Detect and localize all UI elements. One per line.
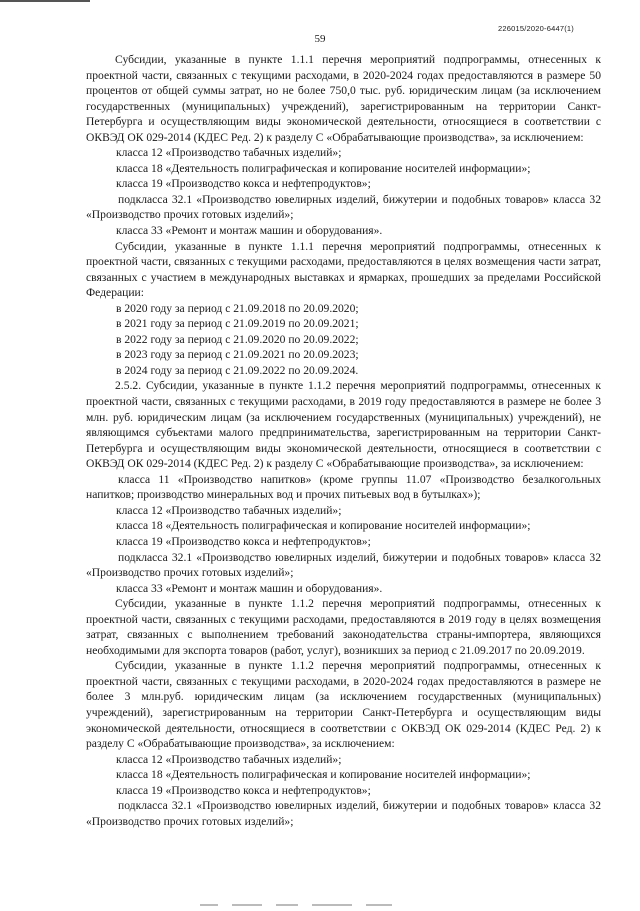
- exclusion-item: класса 12 «Производство табачных изделий»;: [116, 503, 342, 517]
- paragraph-2-5-2: 2.5.2. Субсидии, указанные в пункте 1.1.2 перечня мероприятий подпрограммы, отнесенных к проектной части, связанных с текущими расходами, в 2019 году предоставляются в размере не более 3 млн. руб. юридическим лицам (за исключением государственных (муниципальных) учреждений), не являющимся субъектами малого предпринимательства, зарегистрированным на территории Санкт-Петербурга и осуществляющим виды экономической деятельности, относящиеся в соответствии с ОКВЭД ОК 029-2014 (КДЕС Ред. 2) к разделу С «Обрабатывающие производства», за исключением:: [86, 379, 601, 471]
- exclusion-item: класса 33 «Ремонт и монтаж машин и оборудования».: [116, 581, 383, 595]
- exclusion-item: подкласса 32.1 «Производство ювелирных изделий, бижутерии и подобных товаров» класса 32 «Производство прочих готовых изделий»;: [86, 799, 601, 828]
- exclusion-item: класса 19 «Производство кокса и нефтепродуктов»;: [116, 783, 371, 797]
- paragraph-subsidy-1-1-1-exhibitions: Субсидии, указанные в пункте 1.1.1 перечня мероприятий подпрограммы, отнесенных к проектной части, связанных с текущими расходами, предоставляются в целях возмещения части затрат, связанных с участием в международных выставках и ярмарках, прошедших за пределами Российской Федерации:: [86, 239, 601, 300]
- document-body: [86, 52, 601, 829]
- paragraph-subsidy-1-1-2-import: Субсидии, указанные в пункте 1.1.2 перечня мероприятий подпрограммы, отнесенных к проектной части, связанных с текущими расходами, предоставляются в 2019 году в целях возмещения затрат, связанных с выполнением требований законодательства страны-импортера, являющихся необходимыми для экспорта товаров (работ, услуг), возникших за период с 21.09.2017 по 20.09.2019.: [86, 597, 601, 657]
- exclusion-item: класса 18 «Деятельность полиграфическая и копирование носителей информации»;: [116, 519, 531, 533]
- exclusion-item: подкласса 32.1 «Производство ювелирных изделий, бижутерии и подобных товаров» класса 32 «Производство прочих готовых изделий»;: [86, 550, 601, 580]
- exclusion-item: класса 18 «Деятельность полиграфическая и копирование носителей информации»;: [116, 768, 531, 782]
- paragraph-subsidy-1-1-1-amount: Субсидии, указанные в пункте 1.1.1 перечня мероприятий подпрограммы, отнесенных к проектной части, связанных с текущими расходами, в 2020-2024 годах предоставляются в размере 50 процентов от общей суммы затрат, но не более 750,0 тыс. руб. юридическим лицам (за исключением государственных (муниципальных) учреждений), зарегистрированным на территории Санкт-Петербурга и осуществляющим виды экономической деятельности, относящиеся в соответствии с ОКВЭД ОК 029-2014 (КДЕС Ред. 2) к разделу С «Обрабатывающие производства», за исключением:: [86, 53, 601, 144]
- period-item: в 2021 году за период с 21.09.2019 по 20.09.2021;: [116, 317, 359, 331]
- exclusion-item: класса 18 «Деятельность полиграфическая и копирование носителей информации»;: [116, 161, 531, 175]
- exclusion-item: класса 19 «Производство кокса и нефтепродуктов»;: [116, 177, 371, 191]
- exclusion-item: класса 12 «Производство табачных изделий»;: [116, 752, 342, 766]
- top-edge-line: [0, 0, 90, 2]
- exclusion-item: класса 19 «Производство кокса и нефтепродуктов»;: [116, 534, 371, 548]
- period-item: в 2020 году за период с 21.09.2018 по 20.09.2020;: [116, 301, 359, 315]
- exclusion-item: класса 12 «Производство табачных изделий»;: [116, 146, 342, 160]
- paragraph-subsidy-1-1-2-2020-2024: Субсидии, указанные в пункте 1.1.2 перечня мероприятий подпрограммы, отнесенных к проектной части, связанных с текущими расходами, в 2020-2024 годах предоставляются в размере не более 3 млн.руб. юридическим лицам (за исключением государственных (муниципальных) учреждений), зарегистрированным на территории Санкт-Петербурга и осуществляющим виды экономической деятельности, относящиеся в соответствии с ОКВЭД ОК 029-2014 (КДЕС Ред. 2) к разделу С «Обрабатывающие производства», за исключением:: [86, 659, 601, 751]
- period-item: в 2023 году за период с 21.09.2021 по 20.09.2023;: [116, 348, 359, 362]
- scan-artifact-marks: [200, 893, 440, 896]
- exclusion-item: подкласса 32.1 «Производство ювелирных изделий, бижутерии и подобных товаров» класса 32 «Производство прочих готовых изделий»;: [86, 192, 601, 222]
- document-number: 226015/2020-6447(1): [498, 24, 574, 33]
- period-item: в 2024 году за период с 21.09.2022 по 20.09.2024.: [116, 363, 359, 377]
- period-item: в 2022 году за период с 21.09.2020 по 20.09.2022;: [116, 332, 359, 346]
- exclusion-item: класса 11 «Производство напитков» (кроме группы 11.07 «Производство безалкогольных напитков; производство минеральных вод и прочих питьевых вод в бутылках»);: [86, 472, 601, 502]
- exclusion-item: класса 33 «Ремонт и монтаж машин и оборудования».: [116, 224, 383, 238]
- page-number: 59: [314, 33, 326, 45]
